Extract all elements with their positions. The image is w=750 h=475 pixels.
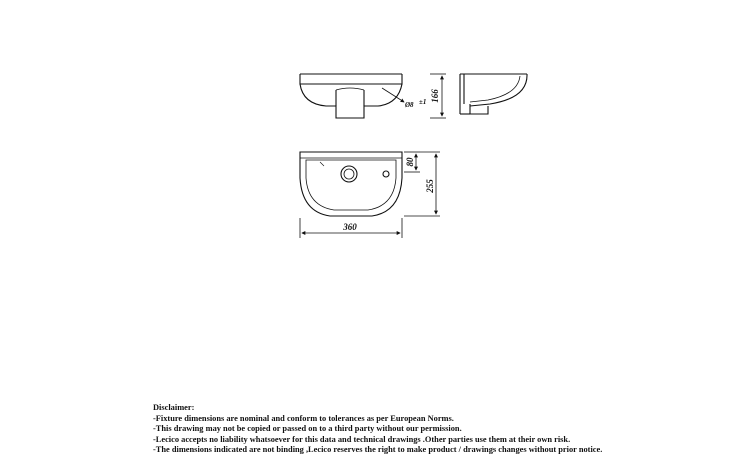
- top-view: [300, 152, 402, 216]
- disclaimer-line: -Fixture dimensions are nominal and conform to tolerances as per European Norms.: [153, 413, 454, 423]
- width-dimension-label: 360: [343, 222, 357, 232]
- disclaimer-line: -The dimensions indicated are not binding ,Lecico reserves the right to make product / drawings changes without prior notice.: [153, 445, 603, 455]
- disclaimer-line: -This drawing may not be copied or passed on to a third party without our permission.: [153, 424, 462, 434]
- side-view: [460, 74, 527, 114]
- drain-tolerance-label: ±1: [419, 98, 427, 106]
- drain-diameter-label: Ø8: [405, 101, 414, 109]
- disclaimer-block: [153, 403, 602, 456]
- height-dimension-label: 166: [430, 89, 440, 103]
- tap-hole-dimension-label: 80: [405, 157, 415, 167]
- disclaimer-heading: Disclaimer:: [153, 403, 195, 412]
- front-view: [300, 74, 402, 118]
- depth-dimension-label: 255: [425, 179, 435, 193]
- disclaimer-line: -Lecico accepts no liability whatsoever for this data and technical drawings .Other parties use them at their own risk.: [153, 434, 571, 444]
